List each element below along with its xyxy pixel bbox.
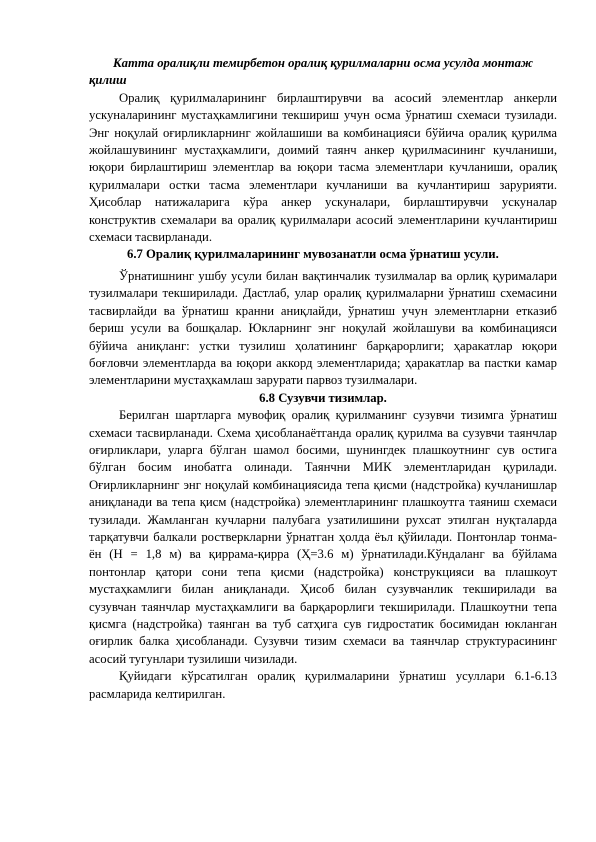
- section-heading-6-7: 6.7 Оралиқ қурилмаларининг мувозанатли осма ўрнатиш усули.: [127, 247, 499, 262]
- document-content: [89, 55, 557, 703]
- paragraph-anchor-devices: Оралиқ қурилмаларининг бирлаштирувчи ва асосий элементлар анкерли ускуналарининг мустаҳкамлигини текшириш учун осма ўрнатиш схемаси тузилади. Энг ноқулай оғирликларнинг жойлашиши ва комбинацияси бўйича оралиқ қурилма жойлашувининг мустаҳкамлиги, доимий таянч анкер қурилмасининг кучланиши, юқори бирлаштириш элементлар ва юқори тасма элементлари кучланиши, оралиқ қурилмалари остки тасма элементлари кучланиши ва кучлантириш зарурияти. Ҳисоблар натижаларига кўра анкер ускуналари, бирлаштирувчи ускуналар конструктив схемалари ва оралиқ қурилмалари асосий элементларини кучлантириш схемаси тасвирланади.: [89, 90, 557, 245]
- paragraph-figures-reference: Қуйидаги кўрсатилган оралиқ қурилмаларини ўрнатиш усуллари 6.1-6.13 расмларида келтирилган.: [89, 669, 557, 701]
- section-heading-6-8: 6.8 Сузувчи тизимлар.: [259, 390, 387, 405]
- document-title: Катта оралиқли темирбетон оралиқ қурилмаларни осма усулда монтаж қилиш: [89, 56, 533, 88]
- paragraph-floating-systems: Берилган шартларга мувофиқ оралиқ қурилманинг сузувчи тизимга ўрнатиш схемаси тасвирланади. Схема ҳисобланаётганда оралиқ қурилма ва сузувчи таянчлар оғирликлари, уларга бўлган шамол босими, шунингдек плашкоутнинг сув остига бўлган босим инобатга олинади. Таянчни МИК элементларидан қурилади. Оғирликларнинг энг ноқулай комбинациясида тепа қисми (надстройка) кучланишлар аниқланади ва тепа қисм (надстройка) элементларининг плашкоутга таяниш схемаси тузилади. Жамланган кучларни палубага узатилишини рухсат этилган нуқталарда тарқатувчи балкали ростверкларни ўрнатган ҳолда ёъл қўйилади. Понтонлар тонма-ён (Н = 1,8 м) ва қиррама-қирра (Ҳ=3.6 м) ўрнатилади.Кўндаланг ва бўйлама понтонлар қатори сони тепа қисми (надстройка) конструкцияси ва плашкоут мустаҳкамлиги билан аниқланади. Ҳисоб билан сузувчанлик текширилади ва сузувчан таянчлар мустаҳкамлиги ва барқарорлиги текширилади. Плашкоутни тепа қисмга (надстройка) таянган ва туб сатҳига сув гидростатик босимидан юкланган оғирлик балка ҳисобланади. Сузувчи тизим схемаси ва таянчлар структурасининг асосий тугунлари тузилиши чизилади.: [89, 408, 557, 666]
- paragraph-balanced-cantilever: Ўрнатишнинг ушбу усули билан вақтинчалик тузилмалар ва орлиқ қурималари тузилмалари текширилади. Дастлаб, улар оралиқ қурилмаларни ўрнатиш схемасини тасвирлайди ва ўрнатиш кранни аниқлайди, ўрнатиш учун элементларни етказиб бериш усули ва бошқалар. Юкларнинг энг ноқулай жойлашуви ва комбинацияси бўйича аниқланг: устки тузилиш ҳолатининг барқарорлиги; ҳаракатлар юқори боғловчи элементларда ва юқори аккорд элементларида; ҳаракатлар ва пастки камар элементларини мустаҳкамлаш зарурати парвоз тузилмалари.: [89, 268, 557, 388]
